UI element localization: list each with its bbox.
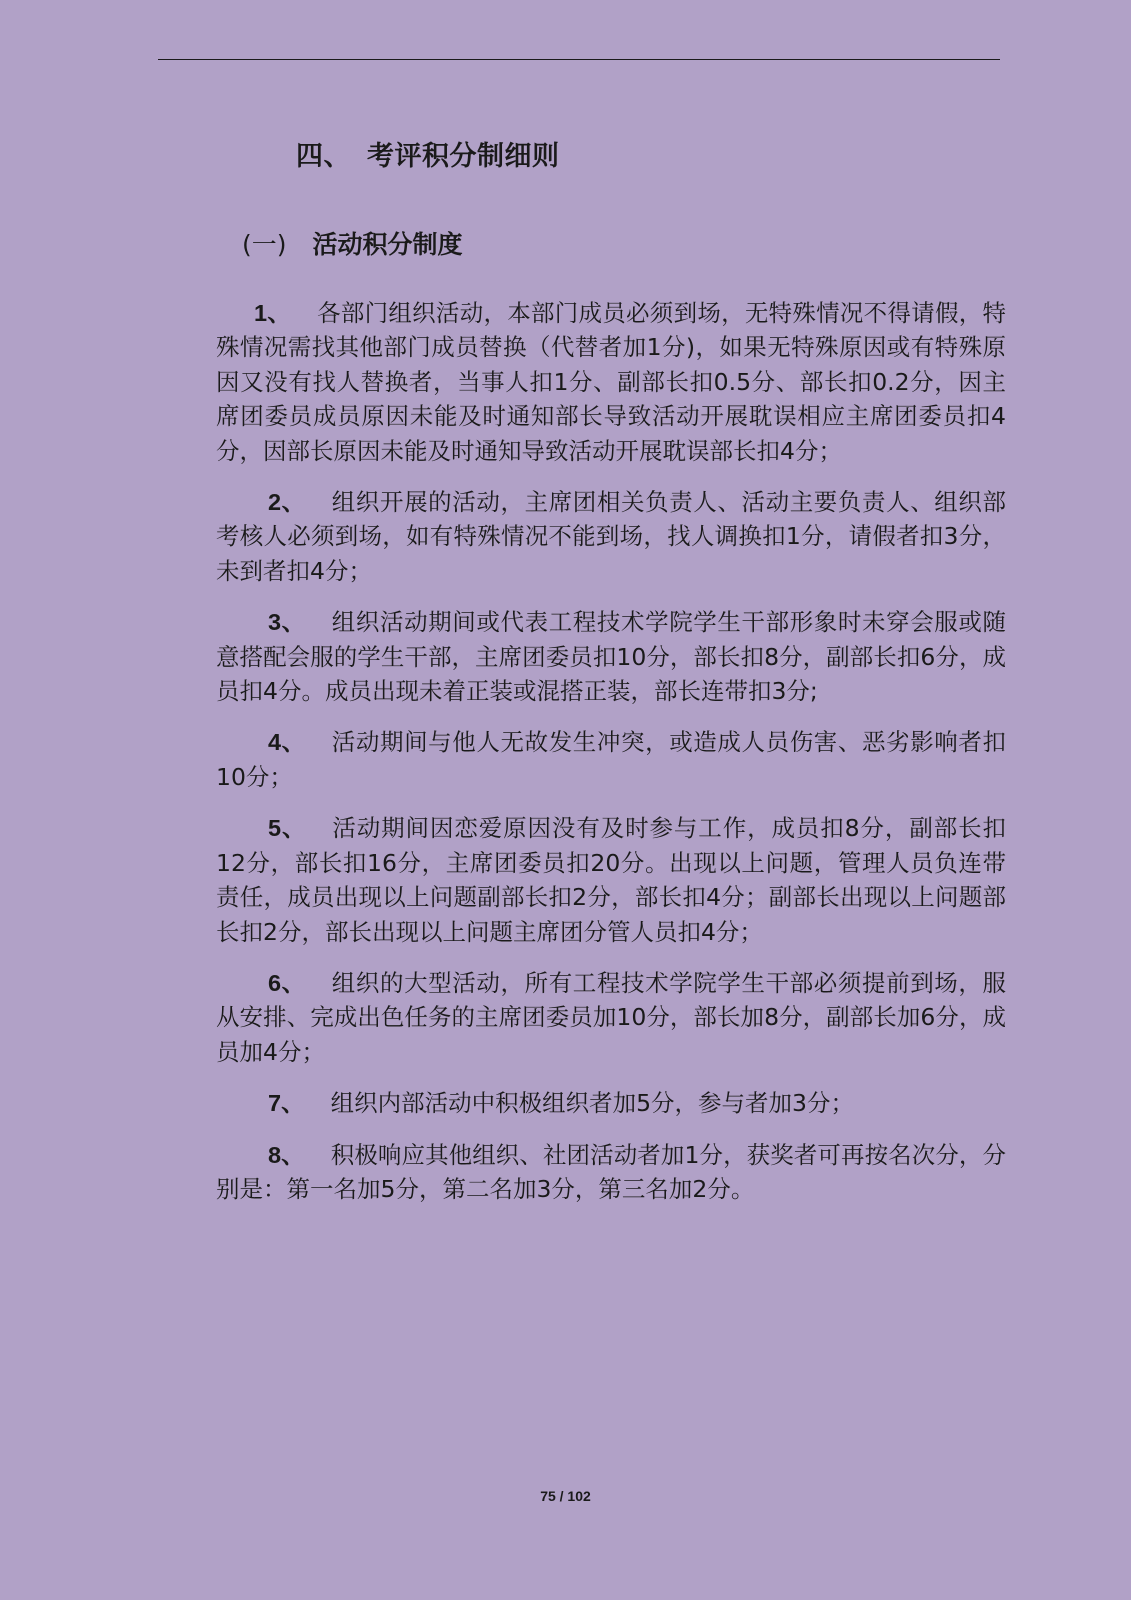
rule-paragraph-1 <box>216 296 1006 468</box>
rule-text: 积极响应其他组织、社团活动者加1分，获奖者可再按名次分，分别是：第一名加5分，第二名加3分，第三名加2分。 <box>216 1140 1006 1203</box>
section-heading <box>296 134 560 173</box>
rule-paragraph-6 <box>216 966 1006 1069</box>
header-rule <box>158 59 1000 60</box>
rule-paragraph-5 <box>216 811 1006 949</box>
subsection-title: 活动积分制度 <box>312 230 463 259</box>
rule-text: 活动期间因恋爱原因没有及时参与工作，成员扣8分，副部长扣12分，部长扣16分，主席团委员扣20分。出现以上问题，管理人员负连带责任，成员出现以上问题副部长扣2分，部长扣4分；副部长出现以上问题部长扣2分，部长出现以上问题主席团分管人员扣4分； <box>216 814 1007 946</box>
rule-number: 6、 <box>268 969 306 996</box>
rule-number: 7、 <box>268 1090 305 1117</box>
rule-number: 8、 <box>268 1141 305 1168</box>
rule-text: 组织内部活动中积极组织者加5分，参与者加3分； <box>330 1089 854 1118</box>
rule-number: 5、 <box>268 815 307 842</box>
rule-paragraph-3 <box>216 605 1006 708</box>
rule-paragraph-8 <box>216 1138 1006 1207</box>
section-title: 考评积分制细则 <box>367 141 560 172</box>
rule-number: 1、 <box>254 300 292 326</box>
rule-text: 组织开展的活动，主席团相关负责人、活动主要负责人、组织部考核人必须到场，如有特殊情况不能到场，找人调换扣1分，请假者扣3分，未到者扣4分； <box>216 488 1007 585</box>
rule-paragraph-7 <box>216 1086 1006 1120</box>
rules-body <box>216 296 1006 1223</box>
rule-number: 4、 <box>268 729 306 756</box>
rule-text: 组织的大型活动，所有工程技术学院学生干部必须提前到场，服从安排、完成出色任务的主席团委员加10分，部长加8分，副部长加6分，成员加4分； <box>216 968 1007 1066</box>
rule-paragraph-2 <box>216 485 1006 588</box>
rule-number: 3、 <box>268 609 306 636</box>
subsection-number: (一) <box>242 230 287 259</box>
rule-paragraph-4 <box>216 725 1006 794</box>
section-number: 四、 <box>296 141 351 172</box>
rule-number: 2、 <box>268 489 306 516</box>
rule-text: 活动期间与他人无故发生冲突，或造成人员伤害、恶劣影响者扣10分； <box>216 728 1007 791</box>
subsection-heading <box>242 225 463 261</box>
rule-text: 组织活动期间或代表工程技术学院学生干部形象时未穿会服或随意搭配会服的学生干部，主席团委员扣10分，部长扣8分，副部长扣6分，成员扣4分。成员出现未着正装或混搭正装，部长连带扣3分; <box>216 608 1007 706</box>
rule-text: 各部门组织活动，本部门成员必须到场，无特殊情况不得请假，特殊情况需找其他部门成员替换（代替者加1分)，如果无特殊原因或有特殊原因又没有找人替换者，当事人扣1分、副部长扣0.5分、部长扣0.2分，因主席团委员成员原因未能及时通知部长导致活动开展耽误相应主席团委员扣4分，因部长原因未能及时通知导致活动开展耽误部长扣4分； <box>216 299 1007 465</box>
page-number: 75 / 102 <box>540 1488 591 1504</box>
